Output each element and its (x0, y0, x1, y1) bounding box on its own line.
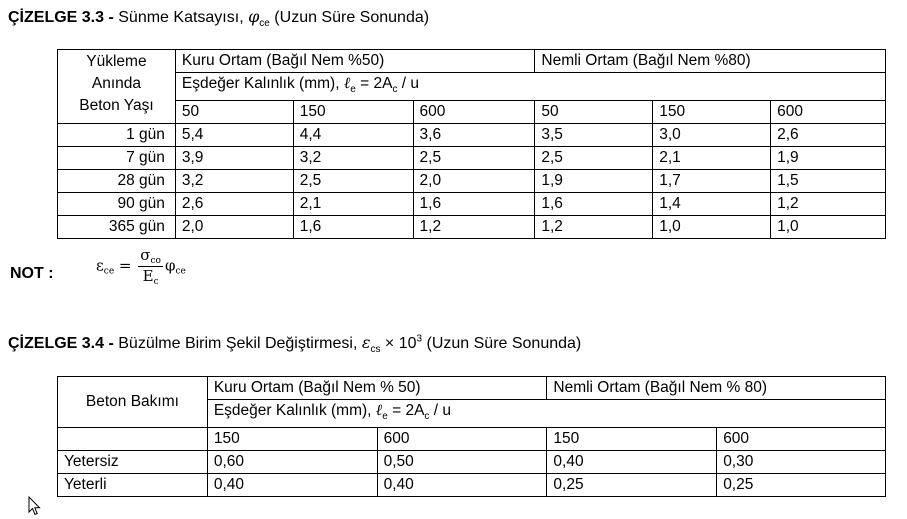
thickness-values-row (58, 101, 886, 124)
value-cell: 2,0 (413, 170, 535, 193)
table-3-4-caption (8, 333, 581, 355)
thickness-tail: / u (429, 402, 451, 419)
value-cell: 2,1 (653, 147, 771, 170)
caption-number: ÇİZELGE 3.4 - (8, 335, 114, 352)
caption-text: Büzülme Birim Şekil Değiştirmesi, (113, 335, 362, 352)
table-row (58, 124, 886, 147)
value-cell: 1,2 (771, 193, 886, 216)
value-cell: 5,4 (175, 124, 293, 147)
value-cell: 1,6 (535, 193, 653, 216)
value-cell: 2,0 (175, 216, 293, 239)
value-cell: 1,7 (653, 170, 771, 193)
caption-symbol-sub: ce (259, 18, 270, 30)
empty-cell (58, 428, 208, 451)
age-header-line: Anında (91, 75, 141, 92)
table-row (58, 451, 886, 474)
formula-numerator (138, 246, 163, 267)
thickness-value: 150 (653, 101, 771, 124)
curing-cell: Yeterli (58, 474, 208, 497)
curing-row-header: Beton Bakımı (58, 377, 208, 428)
formula-lhs-sub: ce (103, 266, 115, 277)
value-cell: 0,40 (547, 451, 717, 474)
caption-times: × 10 (380, 335, 417, 352)
caption-exponent: 3 (416, 333, 423, 345)
value-cell: 3,6 (413, 124, 535, 147)
thickness-value: 50 (175, 101, 293, 124)
value-cell: 0,30 (717, 451, 886, 474)
caption-suffix: (Uzun Süre Sonunda) (422, 335, 582, 352)
value-cell: 0,50 (377, 451, 547, 474)
age-cell: 28 gün (58, 170, 176, 193)
formula-lhs: ε (96, 256, 104, 275)
age-cell: 90 gün (58, 193, 176, 216)
caption-symbol-sub: cs (370, 344, 381, 356)
humid-environment-header: Nemli Ortam (Bağıl Nem %80) (535, 50, 886, 73)
value-cell: 2,6 (175, 193, 293, 216)
thickness-header (207, 400, 885, 428)
formula-equals: = (114, 256, 137, 275)
mouse-pointer-icon (28, 496, 42, 516)
formula-denominator (138, 267, 163, 287)
value-cell: 3,0 (653, 124, 771, 147)
thickness-eq: = 2A (387, 402, 425, 419)
thickness-symbol: ℓ (343, 74, 351, 92)
table-row (58, 170, 886, 193)
value-cell: 1,6 (293, 216, 413, 239)
caption-symbol: φ (248, 7, 260, 26)
table-3-3-caption (8, 7, 429, 29)
thickness-value: 600 (377, 428, 547, 451)
dry-environment-header: Kuru Ortam (Bağıl Nem % 50) (207, 377, 547, 400)
age-cell: 7 gün (58, 147, 176, 170)
thickness-label: Eşdeğer Kalınlık (mm), (181, 75, 344, 92)
formula-rhs: φ (164, 256, 176, 275)
caption-suffix: (Uzun Süre Sonunda) (269, 9, 430, 26)
thickness-eq: = 2A (355, 75, 393, 92)
thickness-tail: / u (397, 75, 420, 92)
formula-fraction (138, 246, 163, 287)
table-row (58, 193, 886, 216)
creep-coefficient-table (57, 49, 886, 239)
thickness-value: 600 (413, 101, 535, 124)
thickness-symbol: ℓ (375, 401, 383, 419)
age-header-line: Yükleme (86, 53, 147, 70)
thickness-value: 600 (771, 101, 886, 124)
dry-environment-header: Kuru Ortam (Bağıl Nem %50) (175, 50, 535, 73)
age-cell: 365 gün (58, 216, 176, 239)
value-cell: 2,5 (535, 147, 653, 170)
formula-den-sub: c (153, 277, 159, 287)
curing-cell: Yetersiz (58, 451, 208, 474)
thickness-symbol-sub: e (382, 411, 388, 423)
value-cell: 1,6 (413, 193, 535, 216)
humid-environment-header: Nemli Ortam (Bağıl Nem % 80) (547, 377, 886, 400)
age-header-line: Beton Yaşı (79, 97, 154, 114)
thickness-value: 150 (547, 428, 717, 451)
value-cell: 0,25 (547, 474, 717, 497)
value-cell: 0,40 (377, 474, 547, 497)
value-cell: 0,60 (207, 451, 377, 474)
thickness-values-row (58, 428, 886, 451)
thickness-value: 150 (207, 428, 377, 451)
note-label: NOT : (10, 265, 54, 282)
value-cell: 1,2 (535, 216, 653, 239)
value-cell: 2,5 (413, 147, 535, 170)
value-cell: 3,5 (535, 124, 653, 147)
table-row (58, 147, 886, 170)
value-cell: 1,9 (771, 147, 886, 170)
formula-rhs-sub: ce (175, 266, 186, 277)
value-cell: 4,4 (293, 124, 413, 147)
value-cell: 0,40 (207, 474, 377, 497)
thickness-label: Eşdeğer Kalınlık (mm), (213, 402, 376, 419)
thickness-header (175, 73, 885, 101)
caption-symbol: ε (361, 333, 371, 352)
shrinkage-strain-table (57, 376, 886, 497)
value-cell: 1,5 (771, 170, 886, 193)
formula-den-symbol: E (142, 267, 154, 285)
formula-num-sub: co (150, 256, 161, 266)
value-cell: 1,0 (653, 216, 771, 239)
caption-number: ÇİZELGE 3.3 - (8, 9, 114, 26)
table-row (58, 474, 886, 497)
thickness-eq-sub: c (424, 411, 430, 423)
thickness-value: 50 (535, 101, 653, 124)
value-cell: 1,0 (771, 216, 886, 239)
value-cell: 2,1 (293, 193, 413, 216)
thickness-symbol-sub: e (350, 84, 356, 96)
age-row-header (58, 50, 176, 124)
value-cell: 2,6 (771, 124, 886, 147)
thickness-value: 150 (293, 101, 413, 124)
thickness-value: 600 (717, 428, 886, 451)
thickness-eq-sub: c (392, 84, 398, 96)
value-cell: 1,4 (653, 193, 771, 216)
value-cell: 3,2 (175, 170, 293, 193)
creep-strain-formula (96, 246, 186, 287)
value-cell: 1,2 (413, 216, 535, 239)
value-cell: 2,5 (293, 170, 413, 193)
value-cell: 3,9 (175, 147, 293, 170)
value-cell: 0,25 (717, 474, 886, 497)
age-cell: 1 gün (58, 124, 176, 147)
value-cell: 1,9 (535, 170, 653, 193)
caption-text: Sünme Katsayısı, (118, 9, 249, 26)
formula-num-symbol: σ (140, 246, 151, 264)
table-row (58, 216, 886, 239)
value-cell: 3,2 (293, 147, 413, 170)
